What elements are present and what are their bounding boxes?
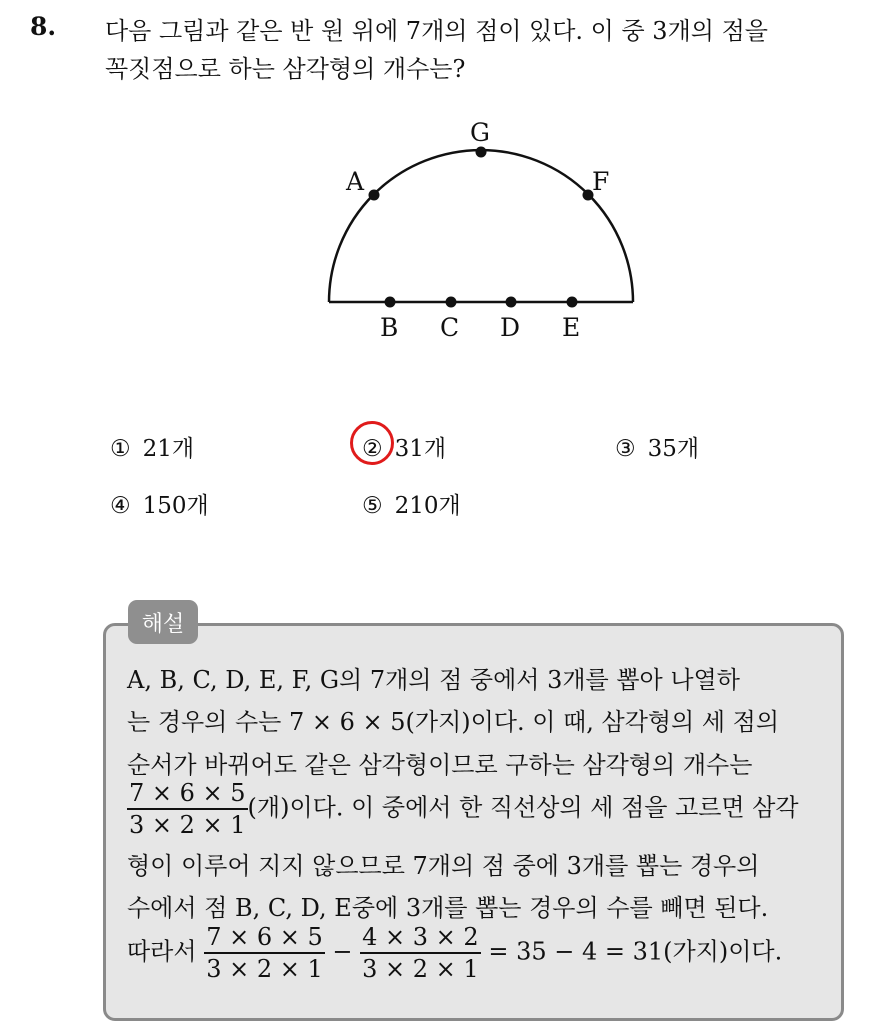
choice-text: 35개 xyxy=(647,436,700,462)
solution-line-5: 형이 이루어 지지 않으므로 7개의 점 중에 3개를 뽑는 경우의 xyxy=(127,852,760,880)
fraction-permutation xyxy=(127,778,248,840)
label-f: F xyxy=(592,167,610,196)
label-d: D xyxy=(500,313,521,342)
fraction-numerator: 7 × 6 × 5 xyxy=(206,923,323,951)
fraction-denominator: 3 × 2 × 1 xyxy=(204,952,325,984)
minus-sign: − xyxy=(332,937,353,966)
label-e: E xyxy=(562,313,581,342)
solution-line-6: 수에서 점 B, C, D, E중에 3개를 뽑는 경우의 수를 빼면 된다. xyxy=(127,894,769,922)
point-g xyxy=(476,147,487,158)
choice-marker: ① xyxy=(110,436,131,462)
solution-line-7 xyxy=(127,922,782,984)
solution-line-1: A, B, C, D, E, F, G의 7개의 점 중에서 3개를 뽑아 나열하 xyxy=(127,666,740,694)
question-number: 8. xyxy=(30,12,57,41)
fraction-total xyxy=(204,922,325,984)
choice-marker: ⑤ xyxy=(362,493,383,519)
choice-text: 31개 xyxy=(394,436,447,462)
fraction-denominator: 3 × 2 × 1 xyxy=(360,952,481,984)
question-line-1: 다음 그림과 같은 반 원 위에 7개의 점이 있다. 이 중 3개의 점을 xyxy=(105,17,768,45)
choice-4[interactable] xyxy=(110,487,209,520)
semicircle-arc xyxy=(329,150,633,302)
point-c xyxy=(446,297,457,308)
solution-line-7-prefix: 따라서 xyxy=(127,937,197,966)
choice-marker: ② xyxy=(362,436,383,462)
semicircle-figure xyxy=(0,0,884,360)
choice-5[interactable] xyxy=(362,487,461,520)
fraction-numerator: 4 × 3 × 2 xyxy=(362,923,479,951)
point-e xyxy=(567,297,578,308)
solution-line-4-text: (개)이다. 이 중에서 한 직선상의 세 점을 고르면 삼각 xyxy=(247,793,799,822)
point-b xyxy=(385,297,396,308)
label-c: C xyxy=(440,313,460,342)
fraction-collinear xyxy=(360,922,481,984)
fraction-denominator: 3 × 2 × 1 xyxy=(127,808,248,840)
label-b: B xyxy=(380,313,399,342)
point-a xyxy=(369,190,380,201)
solution-tag: 해설 xyxy=(128,600,198,644)
point-d xyxy=(506,297,517,308)
question-line-2: 꼭짓점으로 하는 삼각형의 개수는? xyxy=(105,55,466,83)
choice-text: 150개 xyxy=(142,493,209,519)
solution-line-7-suffix: = 35 − 4 = 31(가지)이다. xyxy=(488,937,783,966)
label-g: G xyxy=(470,118,490,147)
fraction-numerator: 7 × 6 × 5 xyxy=(129,779,246,807)
selected-answer-mark xyxy=(350,421,394,465)
choice-1[interactable] xyxy=(110,430,194,463)
solution-line-2: 는 경우의 수는 7 × 6 × 5(가지)이다. 이 때, 삼각형의 세 점의 xyxy=(127,708,780,736)
choice-3[interactable] xyxy=(615,430,699,463)
choice-text: 21개 xyxy=(142,436,195,462)
solution-line-3: 순서가 바뀌어도 같은 삼각형이므로 구하는 삼각형의 개수는 xyxy=(127,751,753,779)
label-a: A xyxy=(346,167,365,196)
choice-marker: ③ xyxy=(615,436,636,462)
choice-text: 210개 xyxy=(394,493,461,519)
choice-marker: ④ xyxy=(110,493,131,519)
solution-line-4 xyxy=(127,778,799,840)
